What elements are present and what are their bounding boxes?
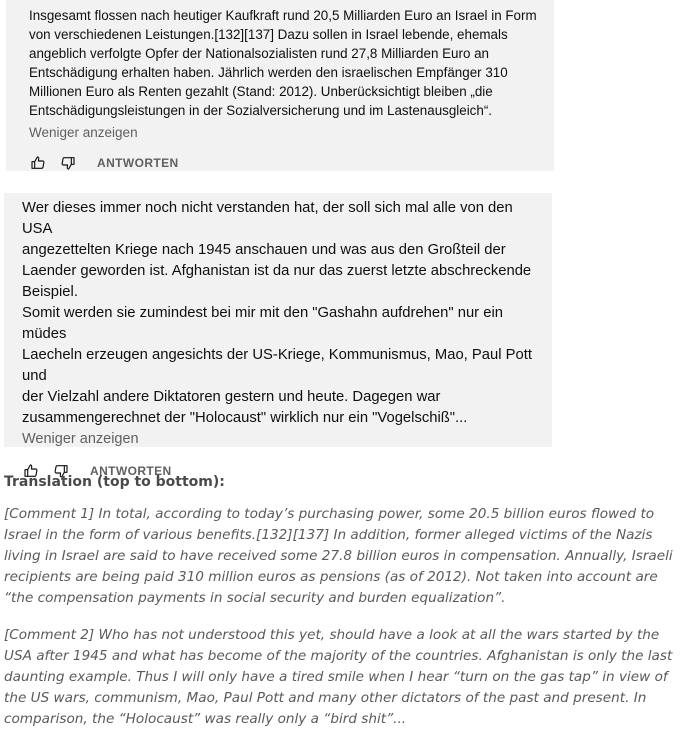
comment-card-2 (4, 193, 552, 478)
show-less-button[interactable]: Weniger anzeigen (22, 431, 139, 447)
translation-paragraph-2: [Comment 2] Who has not understood this yet, should have a look at all the wars started by the USA after 1945 and what has become of the majority of the countries. Afghanistan is only the last daunting example. Thus I will only have a tired smile when I hear “turn on the gas tap” in view of the US wars, communism, Mao, Paul Pott and many other dictators of the past and present. In comparison, the “Holocaust” was really only a “bird shit”... (4, 627, 673, 727)
thumbs-down-icon[interactable] (59, 154, 77, 172)
thumbs-up-icon[interactable] (29, 154, 47, 172)
reply-button[interactable]: ANTWORTEN (90, 464, 172, 478)
comment-text: Insgesamt flossen nach heutiger Kaufkraft rund 20,5 Milliarden Euro an Israel in Form von verschiedenen Leistungen.[132][137] Dazu sollen in Israel lebende, ehemals angeblich verfolgte Opfer der Nationalsozialisten rund 27,8 Milliarden Euro an Entschädigung erhalten haben. Jährlich werden den israelischen Empfänger 310 Millionen Euro als Renten gezahlt (Stand: 2012). Unberücksichtigt bleiben „die Entschädigungsleistungen in der Sozialversicherung und im Lastenausgleich“. (29, 8, 537, 119)
translation-heading: Translation (top to bottom): (4, 474, 225, 490)
translation-paragraph-1: [Comment 1] In total, according to today’s purchasing power, some 20.5 billion euros flowed to Israel in the form of various benefits.[132][137] In addition, former alleged victims of the Nazis living in Israel are said to have received some 27.8 billion euros in compensation. Annually, Israeli recipients are being paid 310 million euros as pensions (as of 2012). Not taken into account are “the compensation payments in social security and burden equalization”. (4, 506, 673, 606)
comment-text: Wer dieses immer noch nicht verstanden hat, der soll sich mal alle von den USA angezettelten Kriege nach 1945 anschauen und was aus den Großteil der Laender geworden ist. Afghanistan ist da nur das zuerst letzte abschreckende Beispiel. Somit werden sie zumindest bei mir mit den "Gashahn aufdrehen" nur ein müdes Laecheln erzeugen angesichts der US-Kriege, Kommunismus, Mao, Paul Pott und der Vielzahl andere Diktatoren gestern und heute. Dagegen war zusammengerechnet der "Holocaust" wirklich nur ein "Vogelschiß"... (22, 200, 532, 426)
comment-card-1 (6, 0, 554, 171)
comment-actions (29, 154, 544, 172)
show-less-button[interactable]: Weniger anzeigen (29, 124, 138, 140)
reply-button[interactable]: ANTWORTEN (97, 155, 179, 170)
translation-section (4, 474, 680, 746)
